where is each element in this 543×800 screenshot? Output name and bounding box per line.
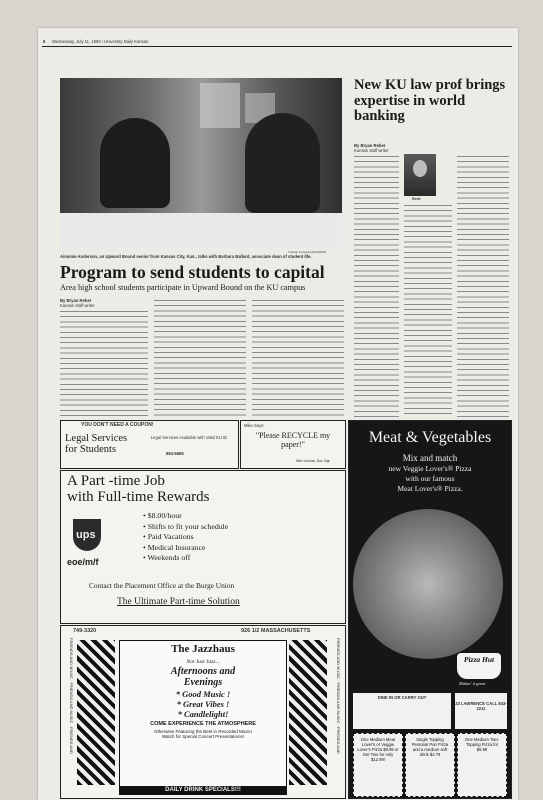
main-subhead: Area high school students participate in Upward Bound on the KU campus bbox=[60, 283, 306, 292]
pizza-hut-logo-text: Pizza Hut bbox=[463, 655, 495, 664]
side-column-3 bbox=[457, 154, 509, 417]
pizza-address-top: DINE IN OR CARRY OUT bbox=[377, 695, 427, 700]
recycle-sign: Mike Lehman, Bus. Mgr. bbox=[296, 459, 331, 463]
pizza-coupon-3[interactable] bbox=[457, 733, 507, 797]
pizza-sub3: with our famous bbox=[405, 474, 455, 483]
ups-benefit-vacations: Paid Vacations bbox=[147, 532, 194, 541]
pizza-coupon-2-text: Single Topping Personal Pan Pizza and a medium soft drink $2.79 bbox=[411, 737, 449, 757]
ups-benefit-insurance: Medical Insurance bbox=[147, 542, 206, 552]
recycle-lead: Mike Says: bbox=[244, 423, 265, 428]
ups-eoe: eoe/m/f bbox=[67, 557, 99, 567]
jazzhaus-line6: COME EXPERIENCE THE ATMOSPHERE bbox=[150, 721, 256, 727]
pizza-address-box bbox=[353, 693, 451, 729]
ups-benefit-item: • Weekends off bbox=[143, 553, 191, 562]
photo-credit: Trenton Armstrong/KANSAN bbox=[288, 250, 326, 254]
main-byline-role: Kansan staff writer bbox=[60, 303, 95, 308]
jazzhaus-address: 926 1/2 MASSACHUSETTS bbox=[241, 628, 311, 634]
jazzhaus-footer: DAILY DRINK SPECIALS!!! bbox=[119, 786, 287, 795]
side-byline-role: Kansan staff writer bbox=[354, 148, 389, 153]
newspaper-page bbox=[38, 28, 518, 800]
header-rule bbox=[42, 46, 512, 47]
pizza-store-box bbox=[455, 693, 507, 729]
ups-benefit-weekends: Weekends off bbox=[147, 553, 191, 562]
ups-title-line1: A Part -time Job bbox=[67, 473, 165, 489]
recycle-quote: "Please RECYCLE my paper!" bbox=[255, 431, 331, 449]
ups-benefit-shifts: Shifts to fit your schedule bbox=[147, 521, 229, 531]
ups-benefit-item: • Medical Insurance bbox=[143, 542, 206, 552]
jazzhaus-panel bbox=[119, 640, 287, 787]
pizza-logo-tag: Makin' it great bbox=[459, 681, 486, 686]
pizza-coupon-3-text: One Medium Two-Topping Pizza for $6.99 bbox=[464, 737, 500, 752]
jazzhaus-line4: * Great Vibes ! bbox=[176, 699, 230, 709]
main-byline: By Bryan Reber bbox=[60, 298, 92, 303]
jazzhaus-line7: Otherwise Featuring the Best in Recorded Music! bbox=[153, 729, 253, 734]
ups-benefit-item: • Paid Vacations bbox=[143, 532, 194, 541]
ups-benefit-item: • $8.00/hour bbox=[143, 511, 182, 520]
jazzhaus-pattern-left bbox=[77, 640, 115, 785]
pizza-sub1: Mix and match bbox=[402, 453, 458, 463]
legal-ad-top: YOU DON'T NEED A COUPON! bbox=[81, 422, 154, 428]
legal-ad-details: Legal Services Available with Valid KU ID bbox=[150, 435, 228, 440]
story-column-3 bbox=[252, 298, 344, 417]
recycle-ad bbox=[240, 420, 346, 469]
ups-tagline: The Ultimate Part-time Solution bbox=[117, 597, 240, 607]
jazzhaus-line5: * Candlelight! bbox=[177, 709, 229, 719]
ups-benefits bbox=[143, 511, 228, 564]
jazzhaus-line2: Afternoons and Evenings bbox=[170, 666, 236, 688]
pizza-coupon-1-text: One Medium Meat Lover's or Veggie Lover's Pizza $8.99 or Get Two for only $12.99! bbox=[357, 737, 399, 762]
jazzhaus-line8: Watch for Special Concert Presentations! bbox=[161, 734, 245, 739]
mugshot-photo bbox=[404, 154, 436, 196]
page-number: 6 bbox=[43, 39, 46, 44]
student-figure bbox=[100, 118, 170, 208]
dean-figure bbox=[245, 113, 320, 213]
legal-services-ad bbox=[60, 420, 239, 469]
jazzhaus-line1: Not Just Jazz... bbox=[186, 659, 220, 665]
story-column-2 bbox=[154, 298, 246, 417]
date-line: Wednesday, July 11, 1990 / University Daily Kansan bbox=[52, 39, 149, 44]
ups-benefit-item: • Shifts to fit your schedule bbox=[143, 521, 229, 531]
side-headline: New KU law prof brings expertise in world banking bbox=[354, 77, 506, 124]
ups-contact: Contact the Placement Office at the Burge Union bbox=[89, 581, 235, 590]
jazzhaus-ad bbox=[60, 625, 346, 799]
jazzhaus-side-text-left: FRIENDS AND MUSIC · FRIENDS AND MUSIC · FRIENDS AND bbox=[69, 638, 74, 754]
pizza-hut-logo-icon bbox=[457, 653, 501, 679]
legal-ad-phone: 864-5665 bbox=[166, 451, 184, 456]
photo-caption: Aimonie Anderson, an Upward Bound senior from Kansas City, Kan., talks with Barbara Ballard, associate dean of student life. bbox=[60, 254, 312, 259]
table-surface bbox=[60, 213, 342, 248]
pizza-coupon-2[interactable] bbox=[405, 733, 455, 797]
pizza-hut-ad bbox=[348, 420, 512, 799]
jazzhaus-phone: 749-3320 bbox=[73, 628, 97, 634]
mugshot-label: Reed bbox=[412, 197, 421, 201]
pizza-image bbox=[353, 509, 503, 659]
main-headline: Program to send students to capital bbox=[60, 262, 325, 282]
mugshot-face bbox=[413, 160, 427, 177]
pizza-coupon-1[interactable] bbox=[353, 733, 403, 797]
pizza-headline: Meat & Vegetables bbox=[368, 429, 492, 446]
ups-job-ad bbox=[60, 470, 346, 624]
pizza-sub2: new Veggie Lover's® Pizza bbox=[388, 464, 472, 473]
side-byline: By Bryan Reber bbox=[354, 143, 386, 148]
side-column-2 bbox=[404, 203, 452, 417]
ups-title-line2: with Full-time Rewards bbox=[67, 489, 210, 505]
ups-shield-icon bbox=[73, 519, 101, 551]
ups-benefit-pay: $8.00/hour bbox=[147, 511, 182, 520]
jazzhaus-pattern-right bbox=[289, 640, 327, 785]
jazzhaus-line3: * Good Music ! bbox=[175, 689, 231, 699]
pizza-store: 23 LAWRENCE CALL 843-2211 bbox=[455, 701, 507, 711]
jazzhaus-side-text-right: FRIENDS AND MUSIC · FRIENDS AND MUSIC · FRIENDS AND bbox=[336, 638, 341, 754]
ups-logo-text: ups bbox=[76, 529, 96, 541]
pizza-sub4: Meat Lover's® Pizza. bbox=[397, 484, 463, 493]
story-column-1 bbox=[60, 309, 148, 417]
legal-ad-title: Legal Services for Students bbox=[65, 433, 128, 455]
wall-poster bbox=[200, 83, 240, 128]
feature-photo bbox=[60, 78, 342, 248]
side-column-1 bbox=[354, 154, 399, 417]
jazzhaus-name: The Jazzhaus bbox=[171, 643, 235, 655]
